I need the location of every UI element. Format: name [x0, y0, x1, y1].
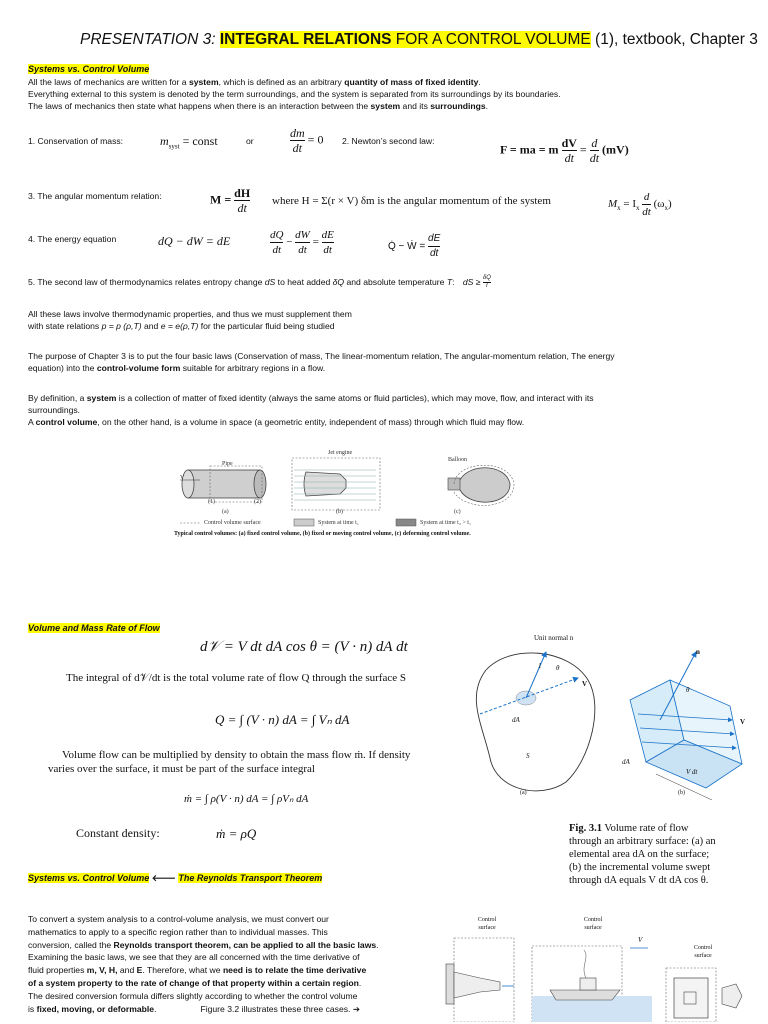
or-text: or [246, 136, 254, 146]
law-energy-eq2: $\frac{dQ}{dt}$ − $\frac{dW}{dt}$ = $\frac{dE}{dt}$ [270, 229, 334, 256]
fig-cv-legend3: System at time t₂ > t₁ [420, 520, 472, 526]
systems-paragraph: All the laws of mechanics are written for a system, which is defined as an arbitrary quantity of mass of fixed identity. Everything external to this system is denoted by the term surroundings, and the system is separated from its surroundings by its boundaries. The laws of mechanics then state what happens when there is an interaction between the system and its surroundings. [28, 77, 561, 111]
flow-text1: The integral of d𝒱/dt is the total volume rate of flow Q through the surface S [66, 672, 406, 684]
fig32-cs1: Control surface [477, 917, 497, 931]
fig31-one: 1 [538, 662, 542, 670]
fig31-unit-normal-label: Unit normal n [534, 634, 574, 642]
law-newton-equation: F = ma = m $\frac{dV}{dt}$ = $\frac{d}{dt}$ (mV) [500, 136, 629, 165]
fig-cv-one-label: (1) [208, 499, 215, 505]
title-suffix: (1), textbook, Chapter 3 [590, 31, 758, 48]
law-energy-eq1: dQ − dW = dE [158, 234, 231, 248]
fig-3-2 [440, 928, 750, 1022]
law-angular-equation: M = $\frac{dH}{dt}$ [210, 186, 251, 215]
fig31-theta-a: θ [556, 664, 560, 672]
fig-cv-pipe-label: Pipe [222, 461, 233, 467]
page-title [80, 31, 758, 49]
fig-cv-b-label: (b) [336, 509, 343, 515]
fig31-v-a: V [582, 680, 588, 688]
flow-eq3: ṁ = ∫ ρ(V · n) dA = ∫ ρVₙ dA [184, 793, 309, 805]
fig31-a: (a) [520, 790, 527, 796]
fig-cv-c-label: (c) [454, 509, 461, 515]
law-mass-equation: $m_{syst}$ = const [160, 134, 218, 151]
fig-cv-legend1: Control volume surface [204, 520, 261, 526]
fig-cv-balloon-label: Balloon [448, 457, 467, 463]
section-heading-systems: Systems vs. Control Volume [28, 64, 150, 74]
law-mass-derivative: $\frac{dm}{dt}$ = 0 [290, 126, 324, 155]
fig31-Vdt: V dt [686, 768, 698, 776]
definition-paragraph: By definition, a system is a collection of matter of fixed identity (always the same atoms or fluid particles), which may move, flow, and interact with its surroundings. A control volume, on the other hand, is a volume in space (a geometric entity, independent of mass) through which fluid may flow. [28, 393, 594, 427]
law-angular-where: where H = Σ(r × V) δm is the angular momentum of the system [272, 195, 551, 207]
fig32-cs3: Control surface [693, 945, 713, 959]
title-highlight: INTEGRAL RELATIONS FOR A CONTROL VOLUME [219, 31, 591, 48]
fig-cv-two-label: (2) [254, 499, 261, 505]
fig-cv-jet-label: Jet engine [328, 450, 353, 456]
fig31-v-b: V [740, 718, 746, 726]
properties-paragraph: All these laws involve thermodynamic properties, and thus we must supplement them with state relations p = p (ρ,T) and e = e(ρ,T) for the particular fluid being studied [28, 309, 352, 331]
jet-engine-figure [292, 458, 380, 510]
fig31-b: (b) [678, 790, 685, 796]
fig-cv-a-label: (a) [222, 509, 229, 515]
flow-eq1: d𝒱 = V dt dA cos θ = (V · n) dA dt [200, 639, 408, 655]
flow-text2: Volume flow can be multiplied by density to obtain the mass flow ṁ. If density varies over the surface, it must be part of the surface integral [48, 749, 411, 775]
pipe-figure [180, 466, 266, 502]
fig32-cs2: Control surface [583, 917, 603, 931]
fig31-S: S [526, 752, 530, 760]
fig31-dA-a: dA [512, 716, 520, 724]
purpose-paragraph: The purpose of Chapter 3 is to put the four basic laws (Conservation of mass, The linear-momentum relation, The angular-momentum relation, The energy equation) into the control-volume form suitable for arbitrary regions in a flow. [28, 351, 615, 373]
balloon-figure [448, 465, 514, 505]
law-angular-label: 3. The angular momentum relation: [28, 191, 162, 201]
fig31-theta-b: θ [686, 686, 690, 694]
law-newton-label: 2. Newton’s second law: [342, 136, 435, 146]
flow-eq2: Q = ∫ (V · n) dA = ∫ Vₙ dA [215, 712, 350, 727]
law-energy-eq3: Q̇ − Ẇ = $\frac{dE}{dt}$ [388, 233, 441, 259]
fig31-n-label: n [696, 648, 700, 656]
section-heading-flow: Volume and Mass Rate of Flow [28, 623, 160, 633]
law-thermo: 5. The second law of thermodynamics relates entropy change dS to heat added δQ and absolute temperature T: dS ≥ $\frac{\delta Q}{T}$ [28, 275, 491, 289]
fig-cv-legend2: System at time t₁ [318, 520, 359, 526]
left-arrow-icon: 🡐 [151, 873, 176, 883]
fig31-caption: Fig. 3.1 Volume rate of flow through an arbitrary surface: (a) an elemental area dA on the surface; (b) the incremental volume swept through dA equals V dt dA cos θ. [569, 823, 716, 886]
section-heading-rtt: Systems vs. Control Volume 🡐 The Reynolds Transport Theorem [28, 873, 323, 883]
flow-const-label: Constant density: [76, 826, 160, 840]
fig31-dA-b: dA [622, 758, 630, 766]
law-energy-label: 4. The energy equation [28, 234, 117, 244]
law-mass-label: 1. Conservation of mass: [28, 136, 124, 146]
rtt-paragraph: To convert a system analysis to a control-volume analysis, we must convert our mathematics to apply to a specific region rather than to individual masses. This conversion, called the Reynolds transport theorem, can be applied to all the basic laws. Examining the basic laws, we see that they are all concerned with the time derivative of fluid properties m, V, H, and E. Therefore, what we need is to relate the time derivative of a system property to the rate of change of that property within a certain region. The desired conversion formula differs slightly according to whether the control volume is fixed, moving, or deformable. Figure 3.2 illustrates these three cases. ➔ [28, 914, 379, 1014]
flow-eq4: ṁ = ρQ [216, 826, 257, 841]
fig32-v: V [638, 936, 643, 944]
fig-cv-caption: Typical control volumes: (a) fixed control volume, (b) fixed or moving control volume, (c) deforming control volume. [174, 531, 471, 537]
law-angular-scalar: $M_x = I_x$ $\frac{d}{dt}$ $(\omega_x)$ [608, 191, 672, 218]
right-arrow-icon: ➔ [352, 1003, 361, 1014]
fig-cv-v-label: V [180, 475, 185, 481]
title-prefix: PRESENTATION 3: [80, 31, 216, 48]
